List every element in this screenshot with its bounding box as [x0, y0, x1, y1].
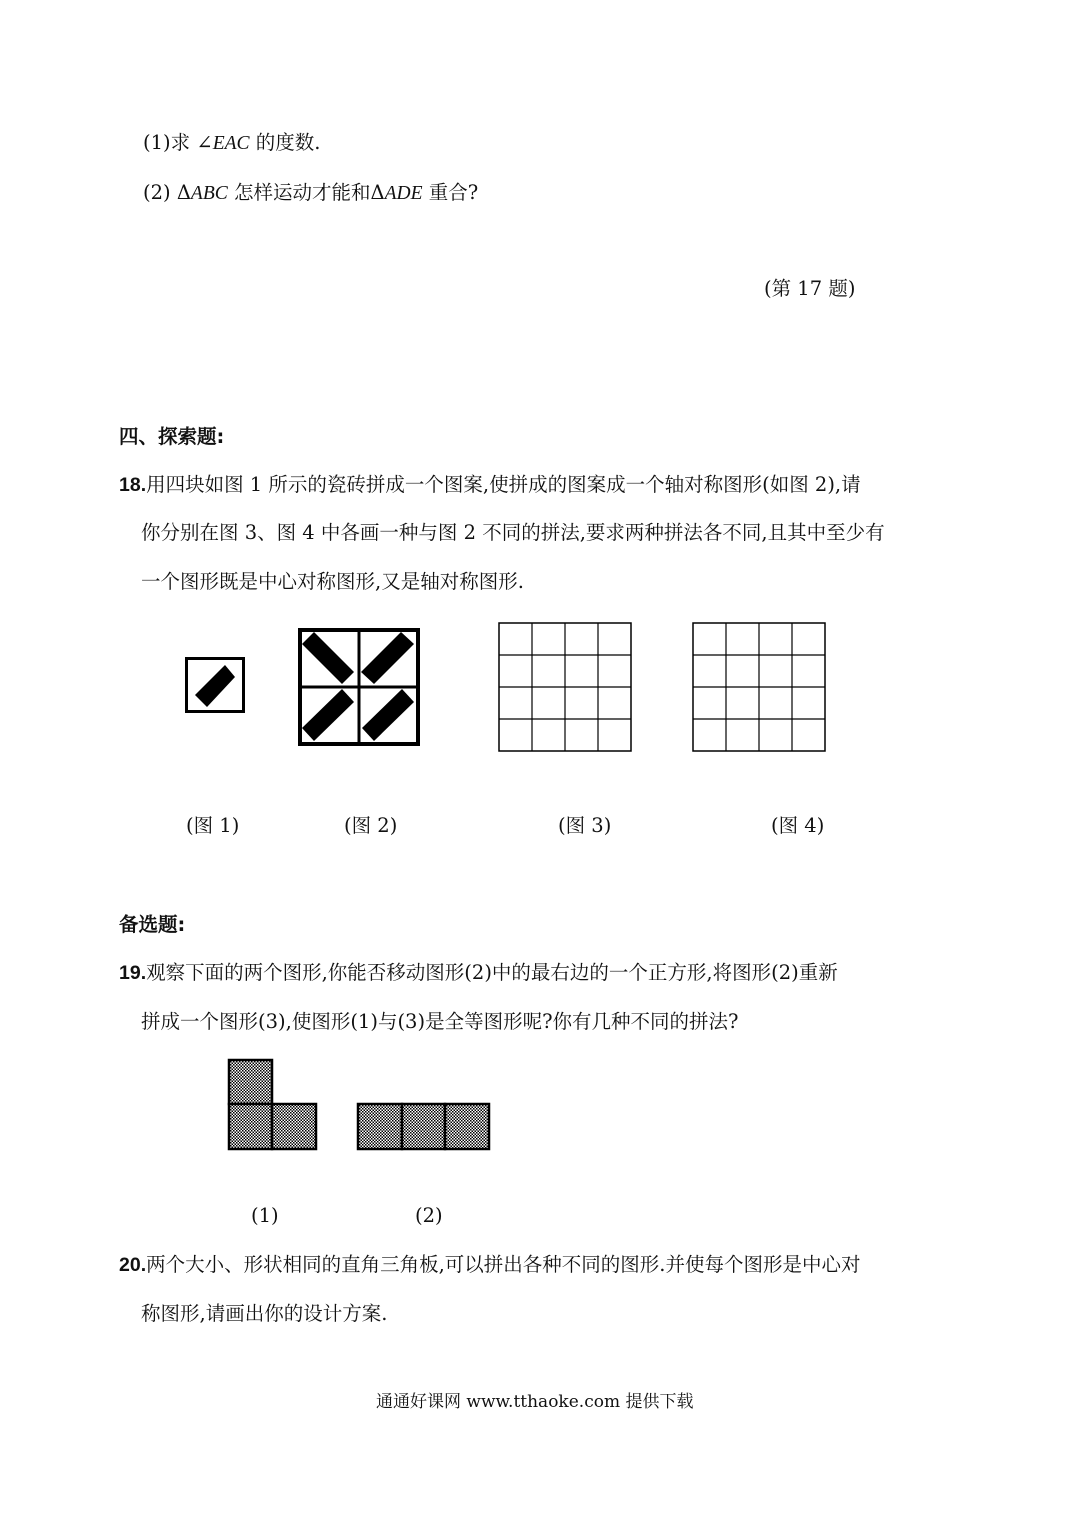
q19-caption-1: (1) [251, 1204, 279, 1227]
q19-number: 19. [119, 962, 147, 984]
q17-part1-prefix: (1) [143, 131, 171, 154]
q17-part2 [143, 183, 478, 204]
q17-part1-text-a: 求 [170, 131, 191, 154]
q19-line1 [119, 963, 838, 984]
q20-line2: 称图形,请画出你的设计方案. [141, 1302, 388, 1325]
q18-number: 18. [119, 474, 147, 496]
q19-line1-text: 观察下面的两个图形,你能否移动图形(2)中的最右边的一个正方形,将图形(2)重新 [146, 961, 838, 984]
figure-2-pattern [298, 628, 420, 746]
q17-part1-text-b: 的度数. [255, 131, 321, 154]
q20-number: 20. [119, 1254, 147, 1276]
q19-shape-1 [227, 1058, 319, 1152]
figure-1-tile [185, 657, 245, 713]
q20-line1 [119, 1255, 861, 1276]
q19-shape-2 [356, 1102, 492, 1151]
q17-part2-tri2: Δ [370, 181, 385, 204]
q17-part1-var: EAC [212, 133, 250, 154]
footer-text: 通通好课网 www.tthaoke.com 提供下载 [376, 1392, 694, 1412]
q18-line3: 一个图形既是中心对称图形,又是轴对称图形. [141, 570, 524, 593]
q20-line1-text: 两个大小、形状相同的直角三角板,可以拼出各种不同的图形.并使每个图形是中心对 [146, 1253, 861, 1276]
q17-part2-prefix: (2) [143, 181, 171, 204]
figure-3-caption: (图 3) [558, 814, 612, 837]
figure-3-grid [498, 622, 632, 752]
q17-part1-angle: ∠ [196, 131, 213, 154]
q17-part2-var2: ADE [384, 183, 423, 204]
q18-line1 [119, 475, 861, 496]
q17-part2-end: 重合? [428, 181, 479, 204]
figure-1-caption: (图 1) [186, 814, 240, 837]
optional-heading: 备选题: [119, 913, 186, 936]
figure-4-grid [692, 622, 826, 752]
q19-line2: 拼成一个图形(3),使图形(1)与(3)是全等图形呢?你有几种不同的拼法? [141, 1010, 739, 1033]
q17-part2-mid: 怎样运动才能和 [233, 181, 371, 204]
figure-4-caption: (图 4) [771, 814, 825, 837]
q19-caption-2: (2) [415, 1204, 443, 1227]
q17-part2-tri1: Δ [176, 181, 191, 204]
section4-heading: 四、探索题: [119, 425, 225, 448]
q18-line2: 你分别在图 3、图 4 中各画一种与图 2 不同的拼法,要求两种拼法各不同,且其中至少有 [141, 521, 885, 544]
q17-part1 [143, 133, 320, 154]
q18-line1-text: 用四块如图 1 所示的瓷砖拼成一个图案,使拼成的图案成一个轴对称图形(如图 2),请 [146, 473, 861, 496]
figure-2-caption: (图 2) [344, 814, 398, 837]
q17-part2-var1: ABC [190, 183, 228, 204]
q17-figure-caption: (第 17 题) [764, 277, 856, 300]
